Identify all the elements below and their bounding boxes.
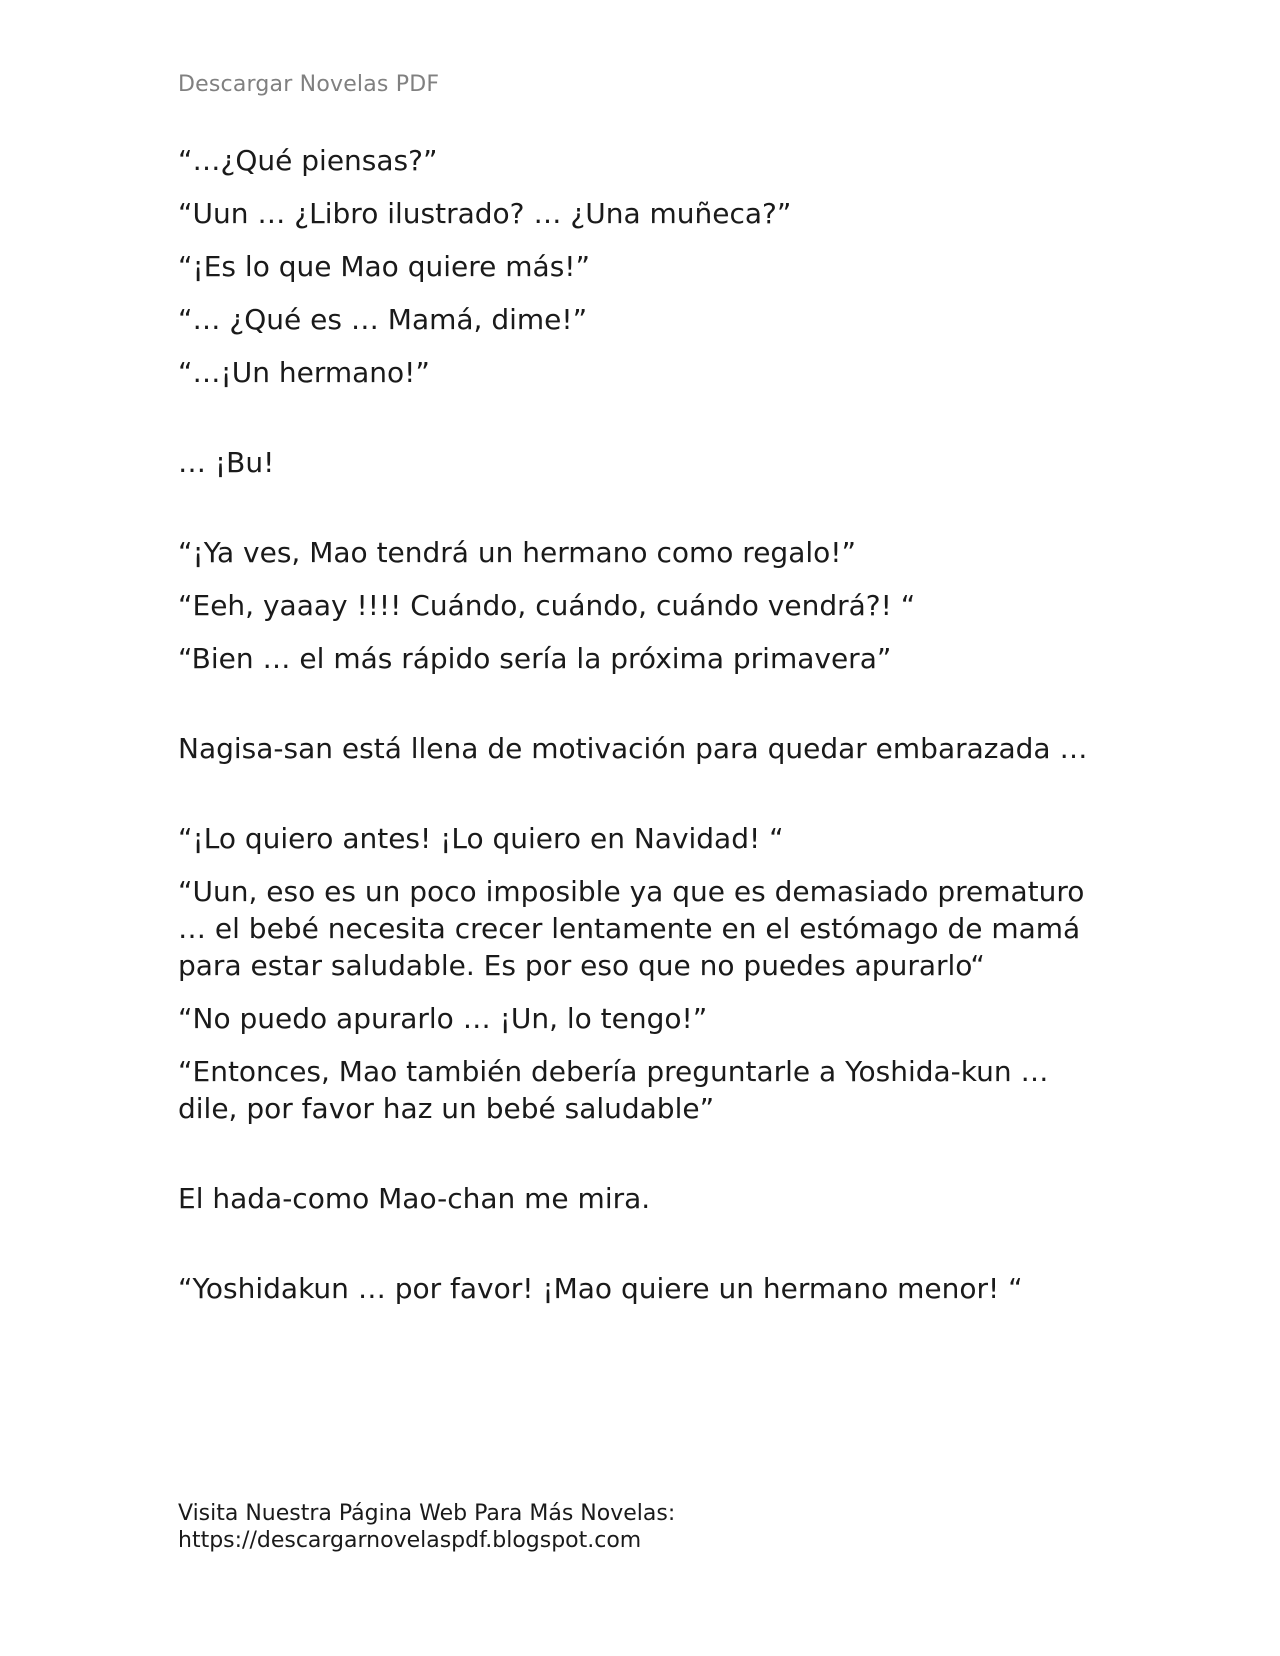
paragraph: “¡Ya ves, Mao tendrá un hermano como regalo!” (178, 536, 856, 569)
page-footer (178, 1500, 675, 1554)
paragraph: “¡Lo quiero antes! ¡Lo quiero en Navidad! “ (178, 822, 784, 855)
paragraph: Nagisa-san está llena de motivación para quedar embarazada … (178, 732, 1088, 765)
paragraph: “Entonces, Mao también debería preguntarle a Yoshida-kun … dile, por favor haz un bebé saludable” (178, 1055, 1049, 1125)
footer-visit-text: Visita Nuestra Página Web Para Más Novelas: (178, 1501, 676, 1526)
paragraph: El hada-como Mao-chan me mira. (178, 1182, 651, 1215)
novel-text-body (178, 142, 1108, 1323)
paragraph: “¡Es lo que Mao quiere más!” (178, 250, 591, 283)
paragraph: “…¿Qué piensas?” (178, 144, 438, 177)
page-header-title: Descargar Novelas PDF (178, 72, 440, 97)
paragraph: “… ¿Qué es … Mamá, dime!” (178, 303, 588, 336)
paragraph: “Uun … ¿Libro ilustrado? … ¿Una muñeca?” (178, 197, 792, 230)
paragraph: “Yoshidakun … por favor! ¡Mao quiere un hermano menor! “ (178, 1272, 1023, 1305)
paragraph: “Bien … el más rápido sería la próxima primavera” (178, 642, 892, 675)
paragraph: “Uun, eso es un poco imposible ya que es demasiado prematuro … el bebé necesita crecer lentamente en el estómago de mamá para estar saludable. Es por eso que no puedes apurarlo“ (178, 875, 1085, 982)
paragraph: “No puedo apurarlo … ¡Un, lo tengo!” (178, 1002, 708, 1035)
paragraph: “Eeh, yaaay !!!! Cuándo, cuándo, cuándo vendrá?! “ (178, 589, 916, 622)
footer-website-url: https://descargarnovelaspdf.blogspot.com (178, 1528, 642, 1553)
paragraph: … ¡Bu! (178, 446, 275, 479)
paragraph: “…¡Un hermano!” (178, 356, 430, 389)
